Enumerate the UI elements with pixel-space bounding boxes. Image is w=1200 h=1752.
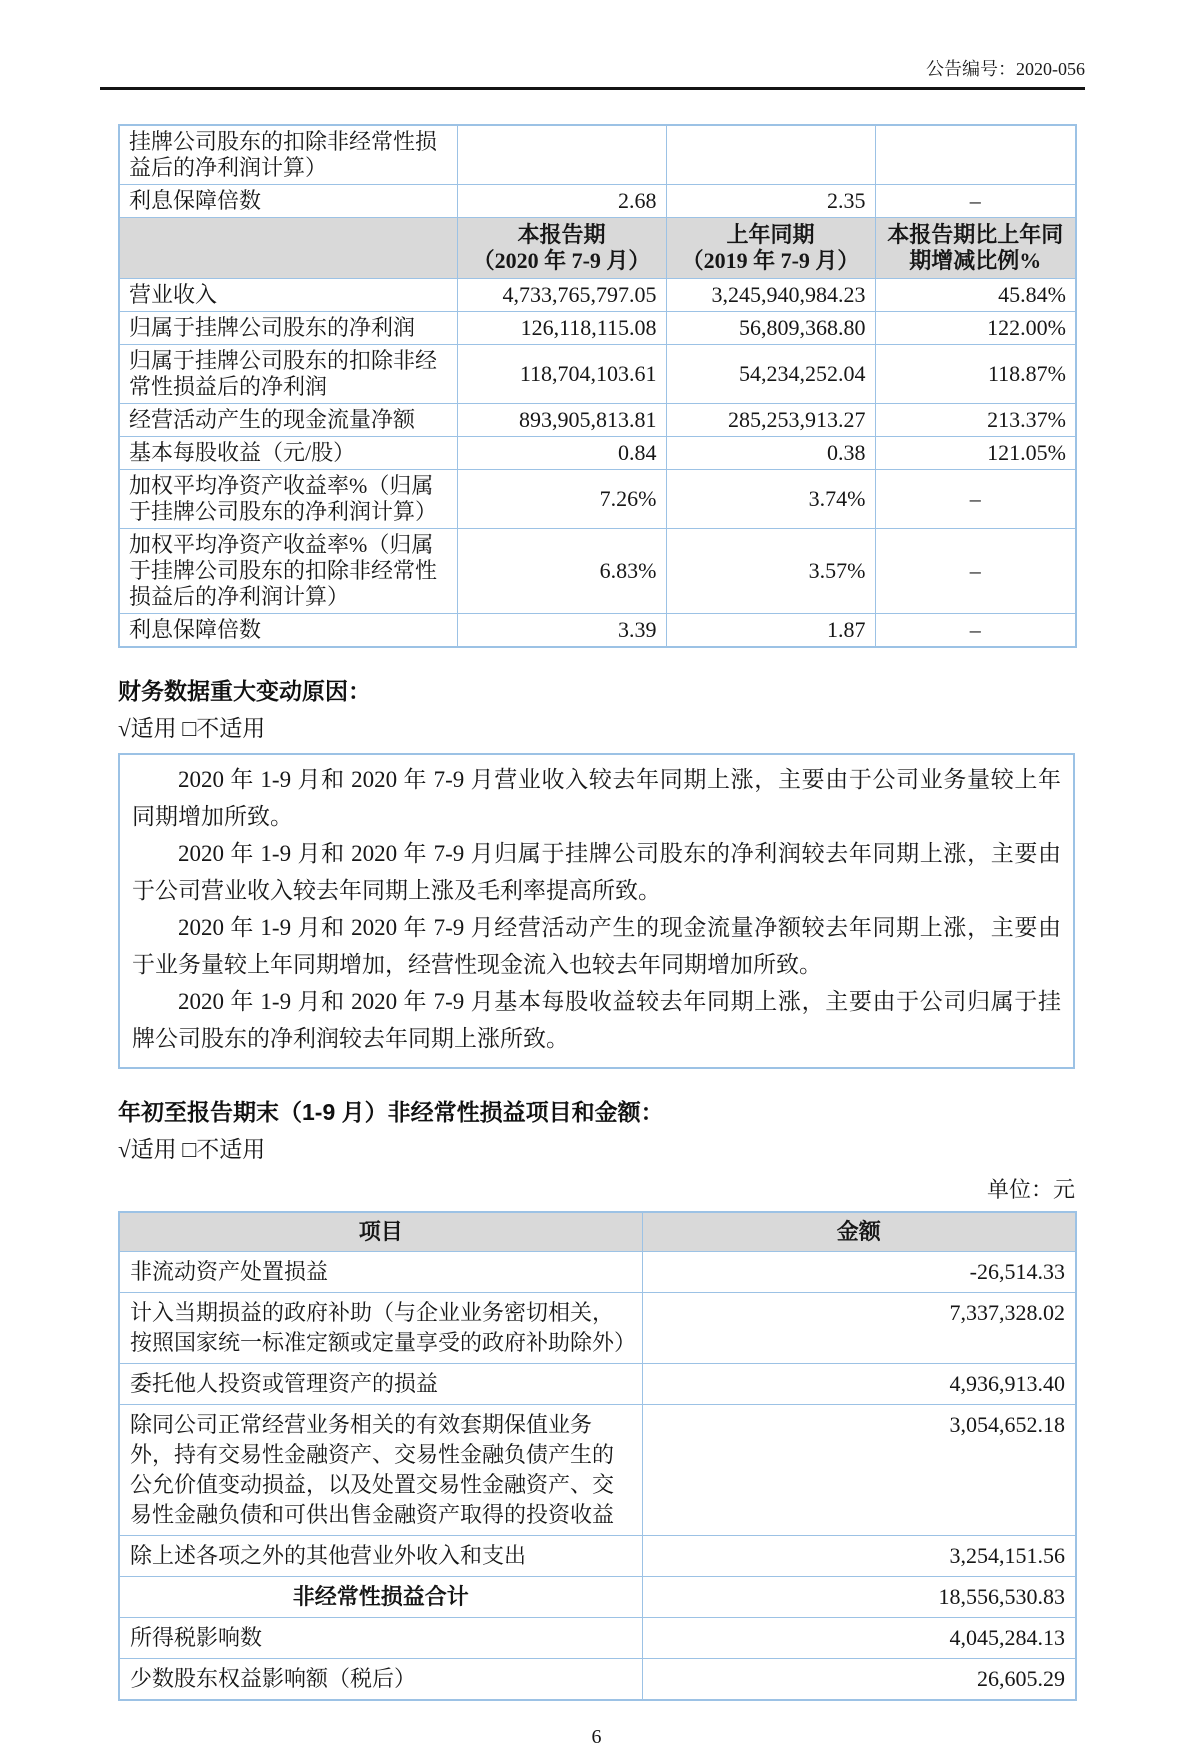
- change-reasons-box: [118, 753, 1075, 1069]
- item-label: 除上述各项之外的其他营业外收入和支出: [119, 1536, 642, 1577]
- row-value-prior: 285,253,913.27: [666, 404, 875, 437]
- table-row: [119, 1536, 1076, 1577]
- doc-number: 公告编号：2020-056: [926, 59, 1085, 79]
- nonrecurring-items-table: [118, 1211, 1077, 1701]
- row-value-change: –: [875, 614, 1076, 648]
- row-value-prior: 0.38: [666, 437, 875, 470]
- table-row: [119, 185, 1076, 218]
- total-label: 非经常性损益合计: [119, 1577, 642, 1618]
- row-value-prior: 56,809,368.80: [666, 312, 875, 345]
- table-header-row: [119, 1212, 1076, 1252]
- header-empty-cell: [119, 218, 457, 279]
- table-row: [119, 312, 1076, 345]
- row-value-prior: 3,245,940,984.23: [666, 279, 875, 312]
- table-row: [119, 437, 1076, 470]
- unit-label: 单位：元: [986, 1177, 1075, 1203]
- row-value-change: 213.37%: [875, 404, 1076, 437]
- table-row: [119, 1659, 1076, 1701]
- item-amount: 7,337,328.02: [642, 1293, 1076, 1364]
- section-title-change-reasons: 财务数据重大变动原因：: [118, 678, 371, 705]
- item-amount: 26,605.29: [642, 1659, 1076, 1701]
- table-row: [119, 1252, 1076, 1293]
- row-value-prior: [666, 125, 875, 185]
- row-value-current: 6.83%: [457, 529, 666, 614]
- row-label: 加权平均净资产收益率%（归属于挂牌公司股东的扣除非经常性损益后的净利润计算）: [119, 529, 457, 614]
- row-value-prior: 3.74%: [666, 470, 875, 529]
- row-value-change: 118.87%: [875, 345, 1076, 404]
- table-row: [119, 345, 1076, 404]
- applicable-line: √适用 □不适用: [118, 1137, 266, 1163]
- row-value-change: 122.00%: [875, 312, 1076, 345]
- header-current-line2: （2020 年 7-9 月）: [472, 248, 651, 274]
- reason-paragraph: 2020 年 1-9 月和 2020 年 7-9 月营业收入较去年同期上涨，主要由于公司业务量较上年同期增加所致。: [132, 766, 1061, 829]
- financial-comparison-table: [118, 124, 1077, 648]
- row-value-change: –: [875, 470, 1076, 529]
- row-label: 利息保障倍数: [119, 614, 457, 648]
- header-amount: 金额: [642, 1212, 1076, 1252]
- item-amount: 4,936,913.40: [642, 1364, 1076, 1405]
- item-amount: 3,254,151.56: [642, 1536, 1076, 1577]
- table-header-row: [119, 218, 1076, 279]
- row-value-current: [457, 125, 666, 185]
- item-label: 非流动资产处置损益: [119, 1252, 642, 1293]
- row-label: 利息保障倍数: [119, 185, 457, 218]
- page-number: 6: [591, 1726, 602, 1749]
- item-label: 少数股东权益影响额（税后）: [119, 1659, 642, 1701]
- row-value-current: 4,733,765,797.05: [457, 279, 666, 312]
- row-value-change: [875, 125, 1076, 185]
- item-amount: -26,514.33: [642, 1252, 1076, 1293]
- row-label: 挂牌公司股东的扣除非经常性损益后的净利润计算）: [119, 125, 457, 185]
- header-item: 项目: [119, 1212, 642, 1252]
- table-row: [119, 614, 1076, 648]
- row-value-current: 2.68: [457, 185, 666, 218]
- row-value-prior: 2.35: [666, 185, 875, 218]
- row-value-current: 118,704,103.61: [457, 345, 666, 404]
- item-label: 计入当期损益的政府补助（与企业业务密切相关，按照国家统一标准定额或定量享受的政府补助除外）: [119, 1293, 642, 1364]
- row-value-change: 121.05%: [875, 437, 1076, 470]
- row-value-prior: 3.57%: [666, 529, 875, 614]
- table-row: [119, 1364, 1076, 1405]
- table-row: [119, 470, 1076, 529]
- applicable-line: √适用 □不适用: [118, 716, 266, 742]
- row-label: 营业收入: [119, 279, 457, 312]
- row-value-change: 45.84%: [875, 279, 1076, 312]
- table-row: [119, 279, 1076, 312]
- item-label: 所得税影响数: [119, 1618, 642, 1659]
- row-value-current: 3.39: [457, 614, 666, 648]
- item-amount: 3,054,652.18: [642, 1405, 1076, 1536]
- header-prior-period: [666, 218, 875, 279]
- table-total-row: [119, 1577, 1076, 1618]
- item-label: 除同公司正常经营业务相关的有效套期保值业务外，持有交易性金融资产、交易性金融负债产生的公允价值变动损益，以及处置交易性金融资产、交易性金融负债和可供出售金融资产取得的投资收益: [119, 1405, 642, 1536]
- row-label: 归属于挂牌公司股东的扣除非经常性损益后的净利润: [119, 345, 457, 404]
- row-label: 归属于挂牌公司股东的净利润: [119, 312, 457, 345]
- row-label: 基本每股收益（元/股）: [119, 437, 457, 470]
- header-prior-line2: （2019 年 7-9 月）: [681, 248, 860, 274]
- item-label: 委托他人投资或管理资产的损益: [119, 1364, 642, 1405]
- table-row: [119, 529, 1076, 614]
- row-label: 经营活动产生的现金流量净额: [119, 404, 457, 437]
- header-current-period: [457, 218, 666, 279]
- header-change: 本报告期比上年同期增减比例%: [875, 218, 1076, 279]
- total-amount: 18,556,530.83: [642, 1577, 1076, 1618]
- reason-paragraph: 2020 年 1-9 月和 2020 年 7-9 月经营活动产生的现金流量净额较去年同期上涨，主要由于业务量较上年同期增加，经营性现金流入也较去年同期增加所致。: [132, 914, 1061, 977]
- header-prior-line1: 上年同期: [726, 222, 815, 248]
- item-amount: 4,045,284.13: [642, 1618, 1076, 1659]
- row-value-current: 893,905,813.81: [457, 404, 666, 437]
- row-value-prior: 54,234,252.04: [666, 345, 875, 404]
- table-row: [119, 1293, 1076, 1364]
- row-label: 加权平均净资产收益率%（归属于挂牌公司股东的净利润计算）: [119, 470, 457, 529]
- row-value-current: 7.26%: [457, 470, 666, 529]
- header-current-line1: 本报告期: [517, 222, 606, 248]
- section-title-nonrecurring-items: 年初至报告期末（1-9 月）非经常性损益项目和金额：: [118, 1098, 664, 1125]
- reason-paragraph: 2020 年 1-9 月和 2020 年 7-9 月基本每股收益较去年同期上涨，主要由于公司归属于挂牌公司股东的净利润较去年同期上涨所致。: [132, 988, 1061, 1051]
- row-value-current: 126,118,115.08: [457, 312, 666, 345]
- row-value-current: 0.84: [457, 437, 666, 470]
- table-row: [119, 1618, 1076, 1659]
- reason-paragraph: 2020 年 1-9 月和 2020 年 7-9 月归属于挂牌公司股东的净利润较去年同期上涨，主要由于公司营业收入较去年同期上涨及毛利率提高所致。: [132, 840, 1061, 903]
- header-rule: [100, 87, 1085, 90]
- row-value-change: –: [875, 185, 1076, 218]
- page-content: [118, 124, 1075, 1752]
- table-row: [119, 404, 1076, 437]
- table-row: [119, 1405, 1076, 1536]
- table-row: [119, 125, 1076, 185]
- row-value-change: –: [875, 529, 1076, 614]
- row-value-prior: 1.87: [666, 614, 875, 648]
